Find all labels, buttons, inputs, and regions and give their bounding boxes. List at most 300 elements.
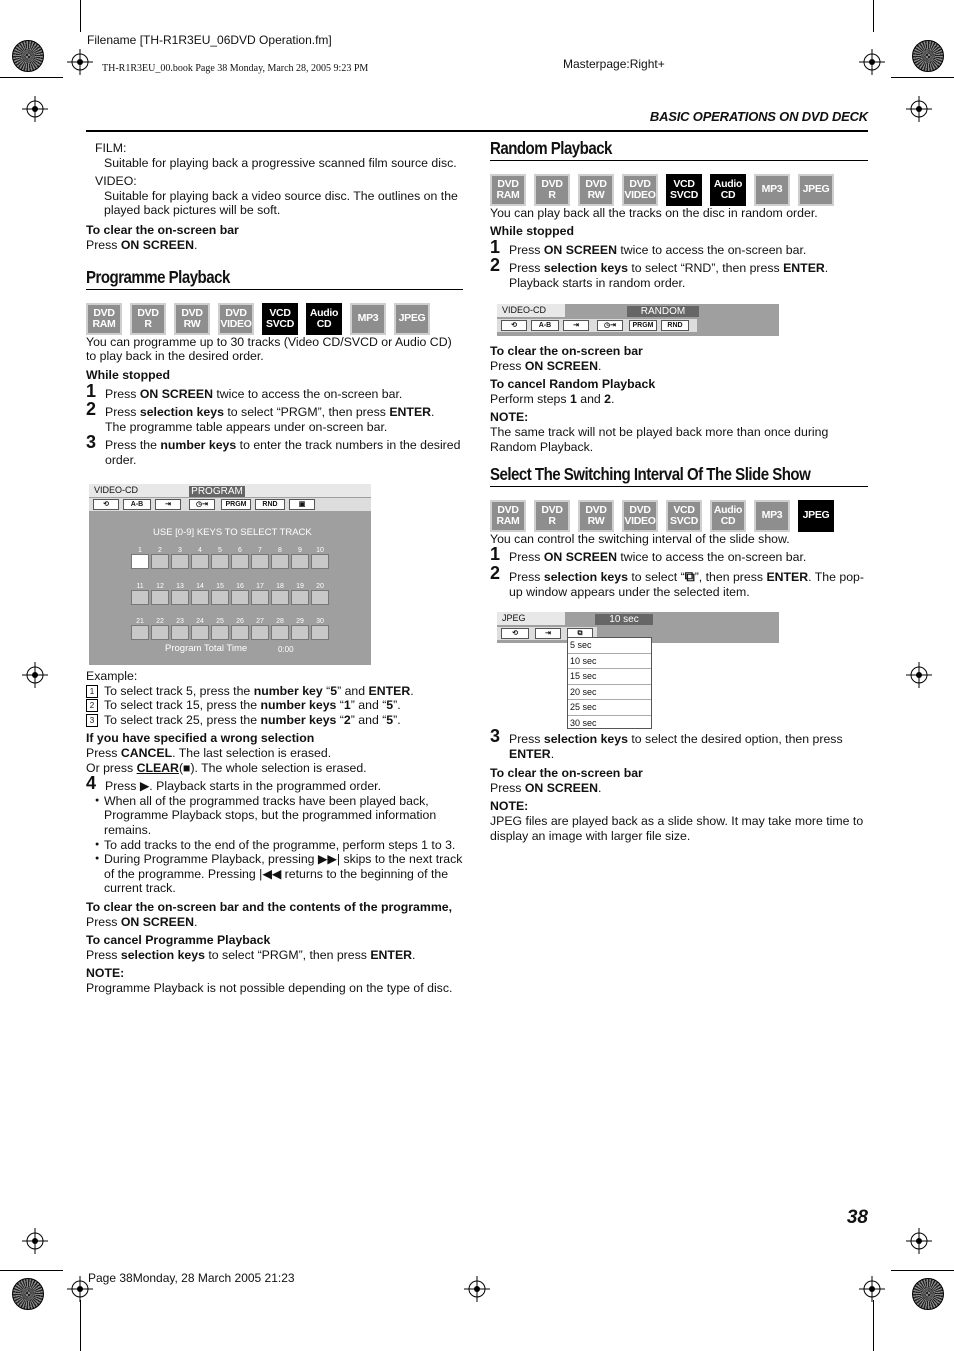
text: ENTER bbox=[389, 405, 432, 420]
track-cell[interactable] bbox=[291, 554, 309, 569]
left-column-lower bbox=[86, 669, 463, 995]
track-cell[interactable] bbox=[191, 590, 209, 605]
step-number: 2 bbox=[490, 255, 501, 276]
programme-title: Programme Playback bbox=[86, 267, 230, 288]
badge-mp3: MP3 bbox=[754, 500, 790, 532]
menu-option[interactable]: 10 sec bbox=[568, 654, 651, 670]
example-3 bbox=[86, 713, 463, 728]
text: ON SCREEN bbox=[524, 780, 598, 795]
crop-line bbox=[891, 77, 954, 78]
text: Press ▶. Playback starts in the programmed order. bbox=[105, 779, 382, 794]
filename-label: Filename [TH-R1R3EU_06DVD Operation.fm] bbox=[87, 33, 332, 47]
step-1 bbox=[86, 380, 463, 402]
track-cell[interactable] bbox=[211, 554, 229, 569]
slide-step-1 bbox=[490, 544, 868, 565]
step-number: 1 bbox=[490, 236, 501, 257]
crop-line bbox=[873, 0, 874, 32]
crop-line bbox=[0, 1270, 63, 1271]
random-clear-heading: To clear the on-screen bar bbox=[490, 344, 643, 358]
example-2 bbox=[86, 698, 463, 713]
step-3 bbox=[86, 432, 463, 467]
section-title: BASIC OPERATIONS ON DVD DECK bbox=[649, 109, 868, 124]
disc-badges bbox=[490, 500, 868, 532]
timer-button[interactable]: ◷⇥ bbox=[189, 499, 215, 510]
text: . The last selection is erased. bbox=[172, 745, 332, 760]
text: ” and “ bbox=[350, 712, 387, 727]
random-clear-text bbox=[490, 359, 868, 374]
prgm-button[interactable]: PRGM bbox=[629, 320, 657, 331]
text: ENTER bbox=[368, 683, 411, 698]
track-cell[interactable] bbox=[231, 590, 249, 605]
step-number: 1 bbox=[490, 544, 501, 565]
repeat-button[interactable]: ⟲ bbox=[501, 628, 529, 639]
text: Perform steps bbox=[490, 391, 570, 406]
track-cell[interactable] bbox=[251, 625, 269, 640]
track-cell[interactable] bbox=[251, 590, 269, 605]
badge-audio-cd: Audio CD bbox=[710, 174, 746, 206]
track-number-label: 27 bbox=[256, 618, 264, 625]
track-cell[interactable] bbox=[271, 554, 289, 569]
text: to select “RND”, then press bbox=[627, 261, 784, 276]
track-cell[interactable] bbox=[211, 625, 229, 640]
osd-total-value: 0:00 bbox=[278, 645, 294, 654]
track-number-label: 15 bbox=[216, 583, 224, 590]
crosshair-icon bbox=[906, 96, 932, 122]
masterpage-label: Masterpage:Right+ bbox=[563, 57, 665, 71]
track-number-label: 12 bbox=[156, 583, 164, 590]
text: CLEAR bbox=[136, 760, 179, 775]
text: . bbox=[431, 405, 435, 420]
badge-dvd-video: DVD VIDEO bbox=[622, 500, 658, 532]
step-4 bbox=[86, 773, 463, 794]
text: “ bbox=[336, 698, 344, 713]
random-intro: You can play back all the tracks on the disc in random order. bbox=[490, 205, 818, 220]
text: 1 bbox=[569, 391, 577, 406]
slide-clear-heading: To clear the on-screen bar bbox=[490, 766, 643, 781]
crop-line bbox=[891, 1270, 954, 1271]
osd-total-label: Program Total Time bbox=[165, 643, 248, 654]
badge-jpeg: JPEG bbox=[798, 174, 834, 206]
skip-button[interactable]: ⇥ bbox=[155, 499, 181, 510]
badge-dvd-rw: DVD RW bbox=[578, 174, 614, 206]
text: to select “ bbox=[627, 569, 685, 584]
text: Press bbox=[509, 732, 544, 746]
slide-step-3 bbox=[490, 726, 868, 761]
text: to select “PRGM”, then press bbox=[223, 405, 390, 420]
badge-audio-cd: Audio CD bbox=[306, 303, 342, 335]
badge-dvd-r: DVD R bbox=[534, 174, 570, 206]
osd-source-bar: JPEG bbox=[497, 612, 565, 625]
example-label: Example: bbox=[86, 669, 138, 683]
display-button[interactable]: ▣ bbox=[289, 499, 315, 510]
text: to enter the track numbers in the desired order. bbox=[105, 438, 461, 467]
bullet-item: ● During Programme Playback, pressing ▶▶| skips to the next track of the programme. Pressing |◀◀ returns to the beginning of the current track. bbox=[86, 852, 463, 896]
track-number-label: 19 bbox=[296, 583, 304, 590]
track-cell[interactable] bbox=[131, 554, 149, 569]
slideshow-icon: ⧉ bbox=[684, 567, 695, 584]
track-cell[interactable] bbox=[131, 590, 149, 605]
note-label: NOTE: bbox=[86, 966, 125, 981]
text: ON SCREEN bbox=[543, 242, 617, 257]
text: selection keys bbox=[543, 569, 628, 584]
registration-disc-icon bbox=[912, 1278, 944, 1310]
track-number-label: 7 bbox=[258, 547, 262, 554]
track-cell[interactable] bbox=[171, 625, 189, 640]
text: to select “PRGM”, then press bbox=[204, 947, 371, 962]
badge-vcd-svcd: VCD SVCD bbox=[666, 174, 702, 206]
random-cancel-heading: To cancel Random Playback bbox=[490, 377, 656, 392]
wrong-line1 bbox=[86, 746, 463, 761]
track-number-label: 16 bbox=[236, 583, 244, 590]
menu-option[interactable]: 20 sec bbox=[568, 685, 651, 701]
text: . bbox=[597, 358, 602, 373]
text: and bbox=[576, 391, 605, 406]
track-cell[interactable] bbox=[231, 625, 249, 640]
bullet-item: ● To add tracks to the end of the programme, perform steps 1 to 3. bbox=[86, 838, 463, 853]
disc-badges bbox=[86, 303, 463, 335]
text: Press bbox=[509, 261, 544, 276]
text: Press bbox=[86, 745, 121, 760]
rnd-button[interactable]: RND bbox=[661, 320, 689, 331]
example-number: 2 bbox=[86, 699, 98, 712]
random-step-2 bbox=[490, 255, 868, 290]
track-number-label: 10 bbox=[316, 547, 324, 554]
text: . The pop-up window appears under the selected item. bbox=[509, 569, 864, 599]
badge-dvd-rw: DVD RW bbox=[578, 500, 614, 532]
random-title: Random Playback bbox=[490, 138, 612, 158]
crosshair-icon bbox=[67, 49, 93, 75]
badge-mp3: MP3 bbox=[350, 303, 386, 335]
crosshair-icon bbox=[464, 1276, 490, 1302]
track-cell[interactable] bbox=[151, 554, 169, 569]
step-number: 4 bbox=[86, 773, 97, 794]
track-cell[interactable] bbox=[311, 554, 329, 569]
text: Press bbox=[86, 237, 121, 252]
timer-button[interactable]: ◷⇥ bbox=[597, 320, 623, 331]
crop-line bbox=[80, 0, 81, 32]
text: twice to access the on-screen bar. bbox=[212, 386, 403, 401]
track-cell[interactable] bbox=[311, 590, 329, 605]
text: Playback starts in random order. bbox=[509, 275, 686, 290]
badge-dvd-r: DVD R bbox=[130, 303, 166, 335]
clear-contents-heading: To clear the on-screen bar and the contents of the programme, bbox=[86, 899, 453, 914]
track-cell[interactable] bbox=[271, 625, 289, 640]
track-cell[interactable] bbox=[251, 554, 269, 569]
track-cell[interactable] bbox=[191, 554, 209, 569]
slide-note-text: JPEG files are played back as a slide show. It may take more time to display an image with larger file size. bbox=[490, 813, 864, 843]
wrong-line2 bbox=[86, 761, 463, 776]
step-number: 3 bbox=[86, 432, 97, 453]
menu-option[interactable]: 5 sec bbox=[568, 638, 651, 654]
prgm-button[interactable]: PRGM bbox=[221, 499, 251, 510]
text: Press bbox=[490, 780, 525, 795]
repeat-button[interactable]: ⟲ bbox=[501, 320, 527, 331]
cancel-text bbox=[86, 948, 463, 963]
text: ENTER bbox=[370, 947, 413, 962]
text: CANCEL bbox=[120, 745, 173, 760]
step-number: 2 bbox=[490, 562, 501, 583]
clear-bar-heading: To clear the on-screen bar bbox=[86, 222, 239, 237]
crop-line bbox=[0, 77, 63, 78]
text: Press bbox=[509, 550, 544, 565]
text: 5 bbox=[386, 698, 394, 713]
track-cell[interactable] bbox=[151, 625, 169, 640]
registration-disc-icon bbox=[12, 40, 44, 72]
osd-program-label: PROGRAM bbox=[189, 486, 245, 497]
badge-dvd-ram: DVD RAM bbox=[490, 174, 526, 206]
text: 1 bbox=[343, 698, 351, 713]
right-column bbox=[490, 138, 868, 291]
track-number-label: 28 bbox=[276, 618, 284, 625]
text: ”. bbox=[393, 712, 401, 727]
text: ” and “ bbox=[350, 698, 387, 713]
track-number-label: 8 bbox=[278, 547, 282, 554]
track-number-label: 2 bbox=[158, 547, 162, 554]
slideshow-interval-button[interactable]: ⧉ bbox=[567, 628, 593, 639]
text: “ bbox=[322, 683, 331, 698]
text: . bbox=[412, 947, 416, 962]
registration-disc-icon bbox=[12, 1278, 44, 1310]
text: . bbox=[193, 237, 198, 252]
crosshair-icon bbox=[859, 49, 885, 75]
track-cell[interactable] bbox=[231, 554, 249, 569]
example-number: 1 bbox=[86, 685, 98, 698]
track-cell[interactable] bbox=[211, 590, 229, 605]
random-step-1 bbox=[490, 236, 868, 258]
menu-option[interactable]: 25 sec bbox=[568, 700, 651, 716]
text: ”, then press bbox=[694, 569, 767, 584]
clear-contents-text bbox=[86, 915, 463, 930]
programme-intro: You can programme up to 30 tracks (Video CD/SVCD or Audio CD) to play back in the desired order. bbox=[86, 334, 452, 364]
slide-clear-text bbox=[490, 781, 868, 796]
text: . bbox=[550, 746, 555, 761]
random-note-label: NOTE: bbox=[490, 410, 529, 425]
osd-instruction: USE [0-9] KEYS TO SELECT TRACK bbox=[153, 527, 312, 538]
video-text: Suitable for playing back a video source disc. The outlines on the played back pictures will be soft. bbox=[104, 188, 458, 218]
track-number-label: 14 bbox=[196, 583, 204, 590]
text: . bbox=[597, 780, 602, 795]
badge-dvd-rw: DVD RW bbox=[174, 303, 210, 335]
badge-jpeg: JPEG bbox=[394, 303, 430, 335]
rnd-button[interactable]: RND bbox=[255, 499, 285, 510]
text: ” and bbox=[337, 683, 369, 698]
crosshair-icon bbox=[22, 662, 48, 688]
text: twice to access the on-screen bar. bbox=[616, 550, 807, 565]
text: Press bbox=[86, 947, 121, 962]
badge-dvd-video: DVD VIDEO bbox=[218, 303, 254, 335]
track-number-label: 3 bbox=[178, 547, 182, 554]
track-number-label: 11 bbox=[136, 583, 144, 590]
track-number-label: 20 bbox=[316, 583, 324, 590]
track-cell[interactable] bbox=[291, 590, 309, 605]
right-column-mid bbox=[490, 344, 868, 599]
menu-option[interactable]: 30 sec bbox=[570, 717, 597, 728]
text: ON SCREEN bbox=[543, 550, 617, 565]
random-osd bbox=[497, 304, 779, 336]
menu-option[interactable]: 15 sec bbox=[568, 669, 651, 685]
video-label: VIDEO: bbox=[95, 174, 137, 189]
text: 2 bbox=[343, 712, 351, 727]
track-number-label: 1 bbox=[138, 547, 142, 554]
crop-line bbox=[80, 1300, 81, 1351]
while-stopped: While stopped bbox=[86, 367, 171, 382]
text: 5 bbox=[386, 712, 394, 727]
track-number-label: 13 bbox=[176, 583, 184, 590]
text: 2 bbox=[604, 391, 612, 406]
text: To select track 15, press the bbox=[104, 698, 261, 713]
text: ON SCREEN bbox=[120, 914, 194, 929]
disc-badges bbox=[490, 174, 868, 206]
text: number keys bbox=[260, 712, 337, 727]
text: to select the desired option, then press bbox=[627, 732, 843, 746]
track-cell[interactable] bbox=[271, 590, 289, 605]
track-number-label: 17 bbox=[256, 583, 264, 590]
text: selection keys bbox=[120, 947, 205, 962]
program-osd bbox=[89, 484, 371, 665]
text: . bbox=[410, 683, 414, 698]
section-rule bbox=[490, 160, 868, 161]
text: number key bbox=[253, 683, 323, 698]
header-rule bbox=[86, 130, 868, 132]
text: ON SCREEN bbox=[524, 358, 598, 373]
track-cell[interactable] bbox=[131, 625, 149, 640]
registration-disc-icon bbox=[912, 40, 944, 72]
crosshair-icon bbox=[22, 96, 48, 122]
film-text: Suitable for playing back a progressive scanned film source disc. bbox=[104, 155, 457, 170]
track-cell[interactable] bbox=[171, 554, 189, 569]
text: . bbox=[193, 914, 198, 929]
slide-step-2 bbox=[490, 562, 868, 599]
film-label: FILM: bbox=[95, 141, 127, 155]
osd-source-bar: VIDEO-CD bbox=[89, 484, 179, 497]
while-stopped: While stopped bbox=[490, 224, 575, 239]
badge-dvd-ram: DVD RAM bbox=[86, 303, 122, 335]
badge-dvd-video: DVD VIDEO bbox=[622, 174, 658, 206]
wrong-heading: If you have specified a wrong selection bbox=[86, 731, 315, 746]
text: (■). The whole selection is erased. bbox=[178, 760, 367, 775]
crosshair-icon bbox=[22, 1228, 48, 1254]
badge-jpeg: JPEG bbox=[798, 500, 834, 532]
skip-button[interactable]: ⇥ bbox=[563, 320, 589, 331]
page-stamp: Page 38Monday, 28 March 2005 21:23 bbox=[88, 1271, 295, 1285]
crop-line bbox=[873, 1300, 874, 1351]
step-2 bbox=[86, 399, 463, 434]
crosshair-icon bbox=[906, 662, 932, 688]
text: selection keys bbox=[543, 261, 628, 276]
text: 5 bbox=[330, 683, 338, 698]
text: number keys bbox=[160, 438, 237, 453]
text: ENTER bbox=[766, 569, 809, 584]
text: Press bbox=[105, 386, 140, 401]
ab-repeat-button[interactable]: A-B bbox=[531, 320, 559, 331]
track-number-label: 6 bbox=[238, 547, 242, 554]
track-cell[interactable] bbox=[291, 625, 309, 640]
text: Press bbox=[105, 405, 140, 420]
text: selection keys bbox=[139, 405, 224, 420]
track-cell[interactable] bbox=[171, 590, 189, 605]
track-number-label: 25 bbox=[216, 618, 224, 625]
badge-dvd-r: DVD R bbox=[534, 500, 570, 532]
track-number-label: 26 bbox=[236, 618, 244, 625]
text: Press bbox=[86, 914, 121, 929]
text: ON SCREEN bbox=[120, 237, 194, 252]
text: . bbox=[824, 261, 829, 276]
text: . bbox=[611, 391, 615, 406]
text: To select track 25, press the bbox=[104, 712, 261, 727]
text: selection keys bbox=[543, 732, 628, 746]
track-number-label: 4 bbox=[198, 547, 202, 554]
text: twice to access the on-screen bar. bbox=[616, 242, 807, 257]
slide-note-label: NOTE: bbox=[490, 799, 529, 814]
badge-vcd-svcd: VCD SVCD bbox=[666, 500, 702, 532]
text: Or press bbox=[86, 760, 137, 775]
osd-source-bar: VIDEO-CD bbox=[497, 304, 565, 317]
badge-mp3: MP3 bbox=[754, 174, 790, 206]
text: ENTER bbox=[509, 746, 551, 761]
text: number keys bbox=[260, 698, 337, 713]
clear-bar-text bbox=[86, 238, 463, 253]
section-rule bbox=[86, 289, 463, 290]
random-note-text: The same track will not be played back more than once during Random Playback. bbox=[490, 424, 829, 454]
track-cell[interactable] bbox=[311, 625, 329, 640]
slide-intro: You can control the switching interval of the slide show. bbox=[490, 531, 790, 546]
repeat-button[interactable]: ⟲ bbox=[93, 499, 119, 510]
track-number-label: 23 bbox=[176, 618, 184, 625]
crosshair-icon bbox=[906, 1228, 932, 1254]
section-rule bbox=[490, 486, 868, 487]
track-number-label: 29 bbox=[296, 618, 304, 625]
example-number: 3 bbox=[86, 714, 98, 727]
step-number: 2 bbox=[86, 399, 97, 420]
crosshair-icon bbox=[859, 1276, 885, 1302]
text: ”. bbox=[393, 698, 401, 713]
bullet-item: ● When all of the programmed tracks have been played back, Programme Playback stops, but the programmed information remains. bbox=[86, 794, 463, 838]
osd-random-label: RANDOM bbox=[627, 306, 699, 317]
track-number-label: 30 bbox=[316, 618, 324, 625]
badge-dvd-ram: DVD RAM bbox=[490, 500, 526, 532]
track-number-label: 22 bbox=[156, 618, 164, 625]
cancel-heading: To cancel Programme Playback bbox=[86, 933, 271, 948]
osd-interval-label: 10 sec bbox=[595, 614, 653, 625]
text: ENTER bbox=[783, 261, 825, 276]
track-number-label: 9 bbox=[298, 547, 302, 554]
badge-vcd-svcd: VCD SVCD bbox=[262, 303, 298, 335]
note-text: Programme Playback is not possible depending on the type of disc. bbox=[86, 980, 453, 995]
right-column-lower bbox=[490, 726, 868, 843]
step-number: 3 bbox=[490, 726, 501, 746]
track-cell[interactable] bbox=[191, 625, 209, 640]
left-column bbox=[86, 141, 463, 468]
text: Press the bbox=[105, 438, 161, 453]
interval-menu bbox=[567, 637, 652, 729]
track-number-label: 5 bbox=[218, 547, 222, 554]
text: The programme table appears under on-screen bar. bbox=[105, 419, 388, 434]
ab-repeat-button[interactable]: A-B bbox=[123, 499, 151, 510]
skip-button[interactable]: ⇥ bbox=[535, 628, 561, 639]
example-1 bbox=[86, 684, 463, 699]
text: Press bbox=[509, 569, 544, 584]
track-number-label: 24 bbox=[196, 618, 204, 625]
badge-audio-cd: Audio CD bbox=[710, 500, 746, 532]
random-cancel-text bbox=[490, 392, 868, 407]
track-cell[interactable] bbox=[151, 590, 169, 605]
text: Press bbox=[509, 242, 544, 257]
book-info: TH-R1R3EU_00.book Page 38 Monday, March 28, 2005 9:23 PM bbox=[102, 63, 369, 74]
page-number: 38 bbox=[846, 1207, 868, 1228]
text: “ bbox=[336, 712, 344, 727]
track-number-label: 18 bbox=[276, 583, 284, 590]
step-number: 1 bbox=[86, 380, 97, 401]
